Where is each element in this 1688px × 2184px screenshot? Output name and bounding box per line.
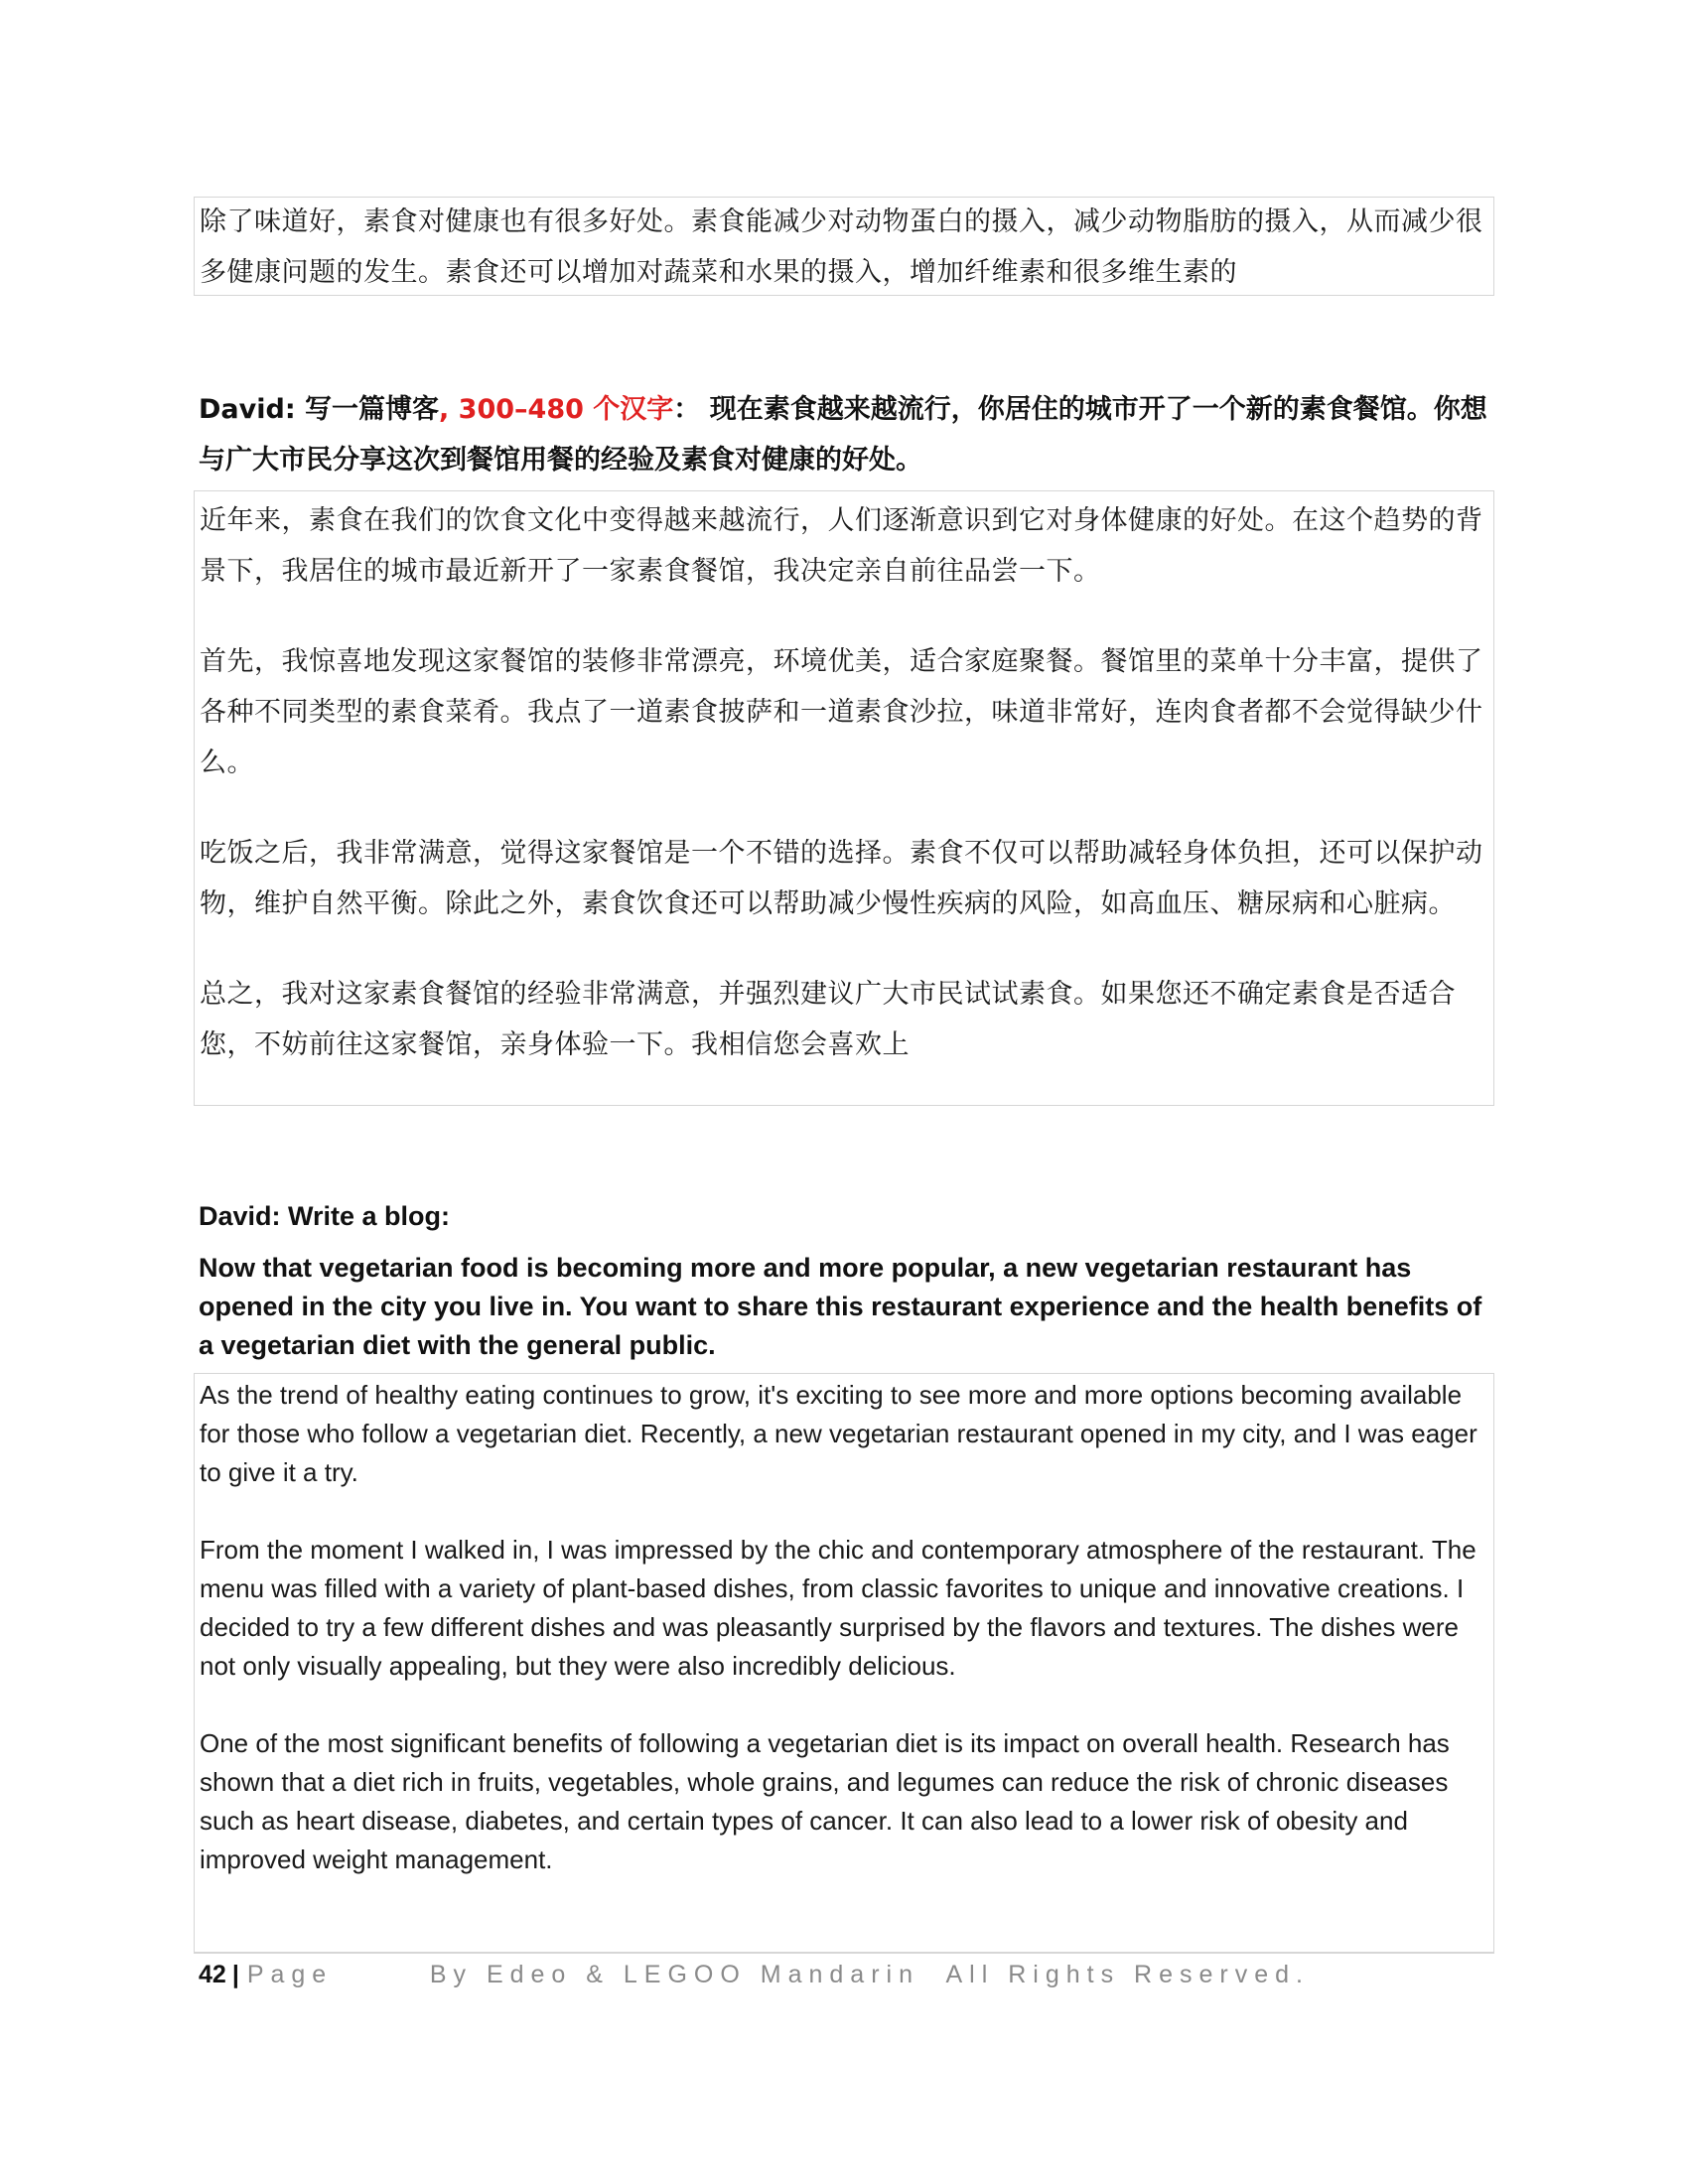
- answer-paragraph: 首先，我惊喜地发现这家餐馆的装修非常漂亮，环境优美，适合家庭聚餐。餐馆里的菜单十分丰富，提供了各种不同类型的素食菜肴。我点了一道素食披萨和一道素食沙拉，味道非常好，连肉食者都不会觉得缺少什么。: [200, 646, 1483, 778]
- answer-paragraph: 总之，我对这家素食餐馆的经验非常满意，并强烈建议广大市民试试素食。如果您还不确定素食是否适合您，不妨前往这家餐馆，亲身体验一下。我相信您会喜欢上: [200, 979, 1456, 1060]
- answer-box-zh-continued: [194, 197, 1494, 296]
- prompt-colon: ：: [673, 394, 701, 425]
- answer-box-en: [194, 1373, 1494, 1954]
- answer-box-zh: [194, 490, 1494, 1106]
- footer-divider: [194, 1952, 1494, 1954]
- answer-paragraph: 吃饭之后，我非常满意，觉得这家餐馆是一个不错的选择。素食不仅可以帮助减轻身体负担，还可以保护动物，维护自然平衡。除此之外，素食饮食还可以帮助减少慢性疾病的风险，如高血压、糖尿病和心脏病。: [200, 838, 1483, 919]
- page-number: 42: [199, 1961, 226, 1988]
- answer-paragraph: One of the most significant benefits of following a vegetarian diet is its impact on overall health. Research has shown that a diet rich in fruits, vegetables, whole grains, and legumes can reduce the risk of chronic diseases such as heart disease, diabetes, and certain types of cancer. It can also lead to a lower risk of obesity and improved weight management.: [200, 1728, 1450, 1874]
- footer-credit: By Edeo & LEGOO Mandarin All Rights Reserved.: [429, 1961, 1310, 1988]
- prompt-en-body: Now that vegetarian food is becoming more and more popular, a new vegetarian restaurant has opened in the city you live in. You want to share this restaurant experience and the health benefits of a vegetarian diet with the general public.: [199, 1253, 1482, 1360]
- answer-paragraph: 除了味道好，素食对健康也有很多好处。素食能减少对动物蛋白的摄入，减少动物脂肪的摄入，从而减少很多健康问题的发生。素食还可以增加对蔬菜和水果的摄入，增加纤维素和很多维生素的: [200, 206, 1483, 288]
- page-label: Page: [246, 1961, 334, 1988]
- prompt-body: 现在素食越来越流行，你居住的城市开了一个新的素食餐馆。你想与广大市民分享这次到餐馆用餐的经验及素食对健康的好处。: [199, 394, 1487, 476]
- answer-paragraph: As the trend of healthy eating continues to grow, it's exciting to see more and more options becoming available for those who follow a vegetarian diet. Recently, a new vegetarian restaurant opened in my city, and I was eager to give it a try.: [200, 1380, 1477, 1487]
- footer-separator: |: [231, 1961, 239, 1988]
- answer-paragraph: From the moment I walked in, I was impressed by the chic and contemporary atmosphere of the restaurant. The menu was filled with a variety of plant-based dishes, from classic favorites to unique and innovative creations. I decided to try a few different dishes and was pleasantly surprised by the flavors and textures. The dishes were not only visually appealing, but they were also incredibly delicious.: [200, 1535, 1477, 1681]
- prompt-zh: [199, 384, 1509, 485]
- prompt-requirement: , 300–480 个汉字: [439, 394, 674, 425]
- page-footer: [199, 1961, 1310, 1989]
- answer-paragraph: 近年来，素食在我们的饮食文化中变得越来越流行，人们逐渐意识到它对身体健康的好处。在这个趋势的背景下，我居住的城市最近新开了一家素食餐馆，我决定亲自前往品尝一下。: [200, 505, 1483, 587]
- prompt-en-heading: David: Write a blog:: [199, 1201, 451, 1231]
- prompt-speaker: David: 写一篇博客: [199, 394, 440, 425]
